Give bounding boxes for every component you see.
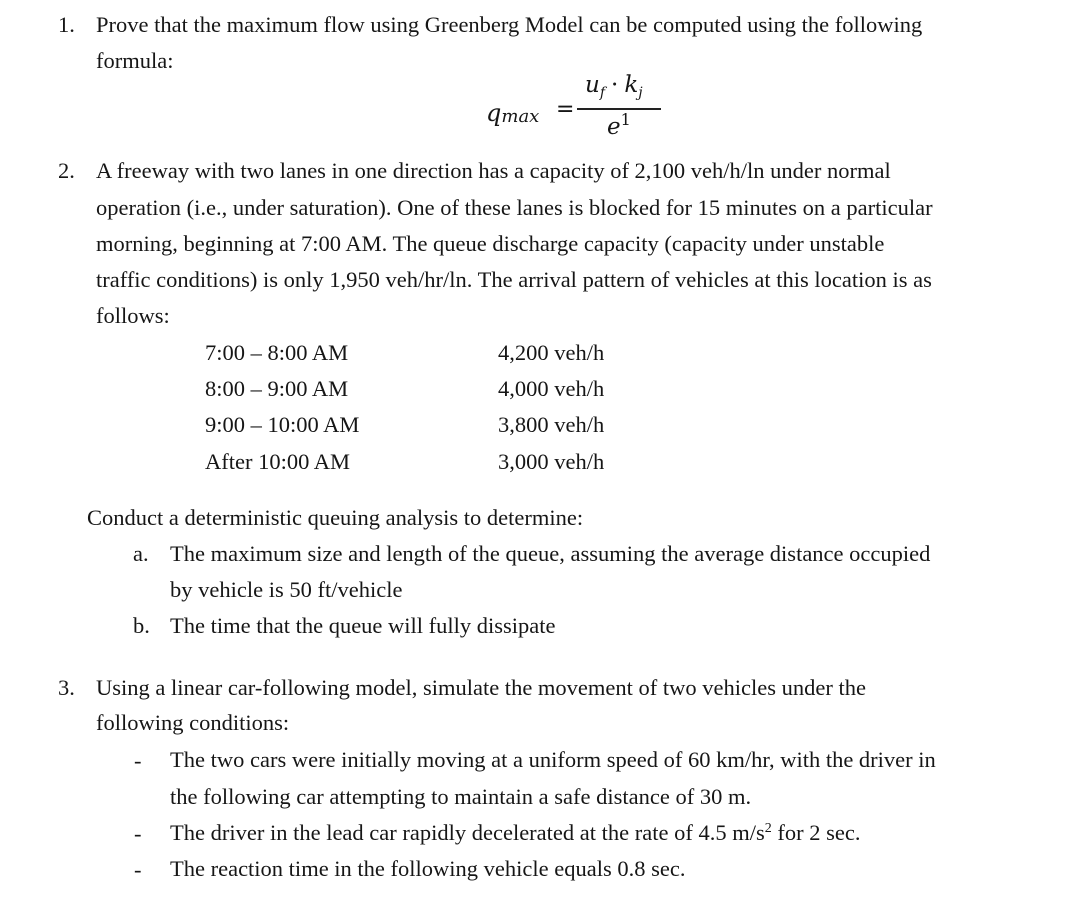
formula-k-subscript: j <box>638 85 643 101</box>
formula-fraction-bar <box>577 108 661 110</box>
formula-dot: · <box>611 72 619 98</box>
bullet-2-superscript: 2 <box>764 821 772 836</box>
bullet-1-line-2: the following car attempting to maintain a safe distance of 30 m. <box>170 784 752 809</box>
table-time-cell: After 10:00 AM <box>205 449 350 474</box>
formula-q: q <box>486 99 502 127</box>
bullet-2-text: The driver in the lead car rapidly decelerated at the rate of 4.5 m/s <box>170 820 765 845</box>
formula-e: e <box>607 114 621 140</box>
bullet-2-tail: for 2 sec. <box>771 820 861 845</box>
formula-denominator <box>607 110 631 140</box>
question-2-line-1: A freeway with two lanes in one direction has a capacity of 2,100 veh/h/ln under normal <box>96 158 891 183</box>
table-rate-cell: 4,200 veh/h <box>498 340 605 365</box>
question-2-line-4: traffic conditions) is only 1,950 veh/hr/ln. The arrival pattern of vehicles at this location is as <box>96 267 932 292</box>
part-a-line-1: The maximum size and length of the queue, assuming the average distance occupied <box>170 541 931 566</box>
formula-exponent: 1 <box>620 110 631 129</box>
formula-equals: = <box>556 97 575 122</box>
formula-u: u <box>585 72 600 98</box>
formula-lhs <box>486 101 539 125</box>
bullet-2 <box>170 822 860 845</box>
bullet-dash: - <box>134 748 142 773</box>
table-time-cell: 9:00 – 10:00 AM <box>205 412 360 437</box>
question-2-line-2: operation (i.e., under saturation). One of these lanes is blocked for 15 minutes on a particular <box>96 195 933 220</box>
question-2-intro: Conduct a deterministic queuing analysis to determine: <box>87 505 584 530</box>
table-rate-cell: 3,000 veh/h <box>498 449 605 474</box>
question-2-line-5: follows: <box>96 303 170 328</box>
bullet-3: The reaction time in the following vehicle equals 0.8 sec. <box>170 856 686 881</box>
formula-u-subscript: f <box>599 85 606 101</box>
formula-k: k <box>624 72 639 98</box>
question-1-number: 1. <box>58 12 75 37</box>
bullet-dash: - <box>134 821 142 846</box>
question-3-line-2: following conditions: <box>96 710 290 735</box>
part-b-line-1: The time that the queue will fully dissipate <box>170 613 556 638</box>
part-a-line-2: by vehicle is 50 ft/vehicle <box>170 577 403 602</box>
question-1-line-2: formula: <box>96 48 174 73</box>
question-2-line-3: morning, beginning at 7:00 AM. The queue discharge capacity (capacity under unstable <box>96 231 885 256</box>
question-2-number: 2. <box>58 158 75 183</box>
table-time-cell: 8:00 – 9:00 AM <box>205 376 349 401</box>
bullet-dash: - <box>134 857 142 882</box>
question-3-line-1: Using a linear car-following model, simulate the movement of two vehicles under the <box>96 675 866 700</box>
formula-q-subscript: max <box>501 106 540 127</box>
table-time-cell: 7:00 – 8:00 AM <box>205 340 349 365</box>
formula-numerator <box>585 72 643 101</box>
question-1-line-1: Prove that the maximum flow using Greenberg Model can be computed using the following <box>96 12 923 37</box>
part-b-letter: b. <box>133 613 150 638</box>
table-rate-cell: 4,000 veh/h <box>498 376 605 401</box>
bullet-1-line-1: The two cars were initially moving at a uniform speed of 60 km/hr, with the driver in <box>170 747 936 772</box>
part-a-letter: a. <box>133 541 149 566</box>
table-rate-cell: 3,800 veh/h <box>498 412 605 437</box>
question-3-number: 3. <box>58 675 75 700</box>
